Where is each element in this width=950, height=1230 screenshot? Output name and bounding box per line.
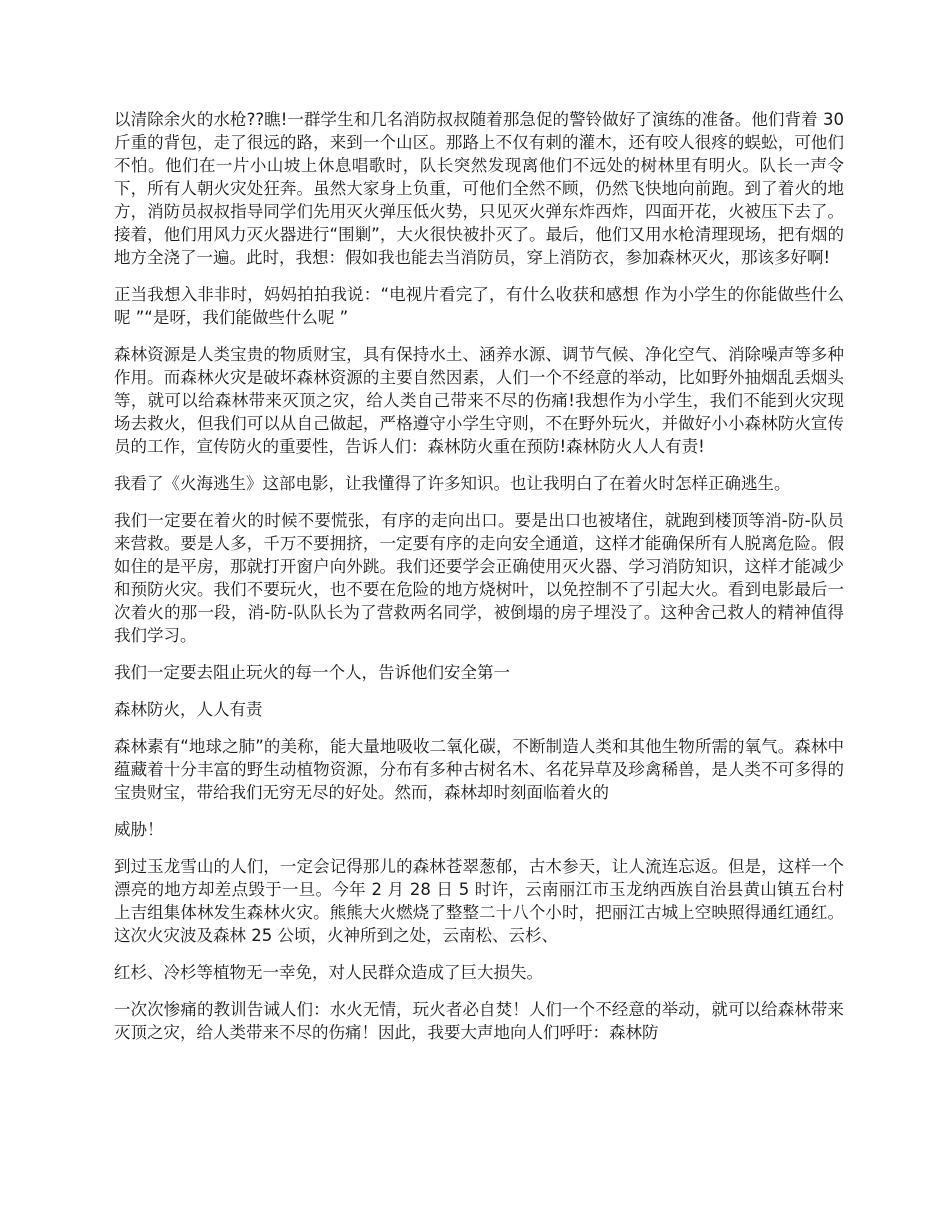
- paragraph: 森林防火，人人有责: [114, 700, 263, 719]
- paragraph: 森林资源是人类宝贵的物质财宝，具有保持水土、涵养水源、调节气候、净化空气、消除噪声等多种作用。而森林火灾是破坏森林资源的主要自然因素，人们一个不经意的举动，比如野外抽烟乱丢烟头等，就可以给森林带来灭顶之灾，给人类自己带来不尽的伤痛!我想作为小学生，我们不能到火灾现场去救火，但我们可以从自己做起，严格遵守小学生守则，不在野外玩火，并做好小小森林防火宣传员的工作，宣传防火的重要性，告诉人们：森林防火重在预防!森林防火人人有责!: [114, 345, 844, 456]
- paragraph: 威胁！: [114, 820, 164, 839]
- paragraph: 到过玉龙雪山的人们，一定会记得那儿的森林苍翠葱郁，古木参天，让人流连忘返。但是，这样一个漂亮的地方却差点毁于一旦。今年 2 月 28 日 5 时许，云南丽江市玉龙纳西族自治县黄山镇五台村上吉组集体林发生森林火灾。熊熊大火燃烧了整整二十八个小时，把丽江古城上空映照得通红通红。这次火灾波及森林 25 公顷，火神所到之处，云南松、云杉、: [114, 857, 844, 945]
- paragraph: 森林素有“地球之肺”的美称，能大量地吸收二氧化碳，不断制造人类和其他生物所需的氧气。森林中蕴藏着十分丰富的野生动植物资源，分布有多种古树名木、名花异草及珍禽稀兽，是人类不可多得的宝贵财宝，带给我们无穷无尽的好处。然而，森林却时刻面临着火的: [114, 737, 844, 802]
- paragraph: 我们一定要去阻止玩火的每一个人，告诉他们安全第一: [114, 663, 510, 682]
- document-body: [114, 108, 844, 1058]
- paragraph: 我们一定要在着火的时候不要慌张，有序的走向出口。要是出口也被堵住，就跑到楼顶等消-防-队员来营救。要是人多，千万不要拥挤，一定要有序的走向安全通道，这样才能确保所有人脱离危险。假如住的是平房，那就打开窗户向外跳。我们还要学会正确使用灭火器、学习消防知识，这样才能减少和预防火灾。我们不要玩火，也不要在危险的地方烧树叶，以免控制不了引起大火。看到电影最后一次着火的那一段，消-防-队队长为了营救两名同学，被倒塌的房子埋没了。这种舍己救人的精神值得我们学习。: [114, 511, 844, 645]
- paragraph: 正当我想入非非时，妈妈拍拍我说：“电视片看完了，有什么收获和感想 作为小学生的你能做些什么呢 ”“是呀，我们能做些什么呢 ”: [114, 285, 844, 327]
- paragraph: 以清除余火的水枪??瞧!一群学生和几名消防叔叔随着那急促的警铃做好了演练的准备。他们背着 30 斤重的背包，走了很远的路，来到一个山区。那路上不仅有刺的灌木，还有咬人很疼的蜈蚣，可他们不怕。他们在一片小山坡上休息唱歌时，队长突然发现离他们不远处的树林里有明火。队长一声令下，所有人朝火灾处狂奔。虽然大家身上负重，可他们全然不顾，仍然飞快地向前跑。到了着火的地方，消防员叔叔指导同学们先用灭火弹压低火势，只见灭火弹东炸西炸，四面开花，火被压下去了。接着，他们用风力灭火器进行“围剿”，大火很快被扑灭了。最后，他们又用水枪清理现场，把有烟的地方全浇了一遍。此时，我想：假如我也能去当消防员，穿上消防衣，参加森林灭火，那该多好啊!: [114, 110, 844, 267]
- paragraph: 我看了《火海逃生》这部电影，让我懂得了许多知识。也让我明白了在着火时怎样正确逃生。: [114, 474, 791, 493]
- paragraph: 红杉、冷杉等植物无一幸免，对人民群众造成了巨大损失。: [114, 963, 543, 982]
- paragraph: 一次次惨痛的教训告诫人们：水火无情，玩火者必自焚！人们一个不经意的举动，就可以给森林带来灭顶之灾，给人类带来不尽的伤痛！因此，我要大声地向人们呼吁：森林防: [114, 1000, 844, 1042]
